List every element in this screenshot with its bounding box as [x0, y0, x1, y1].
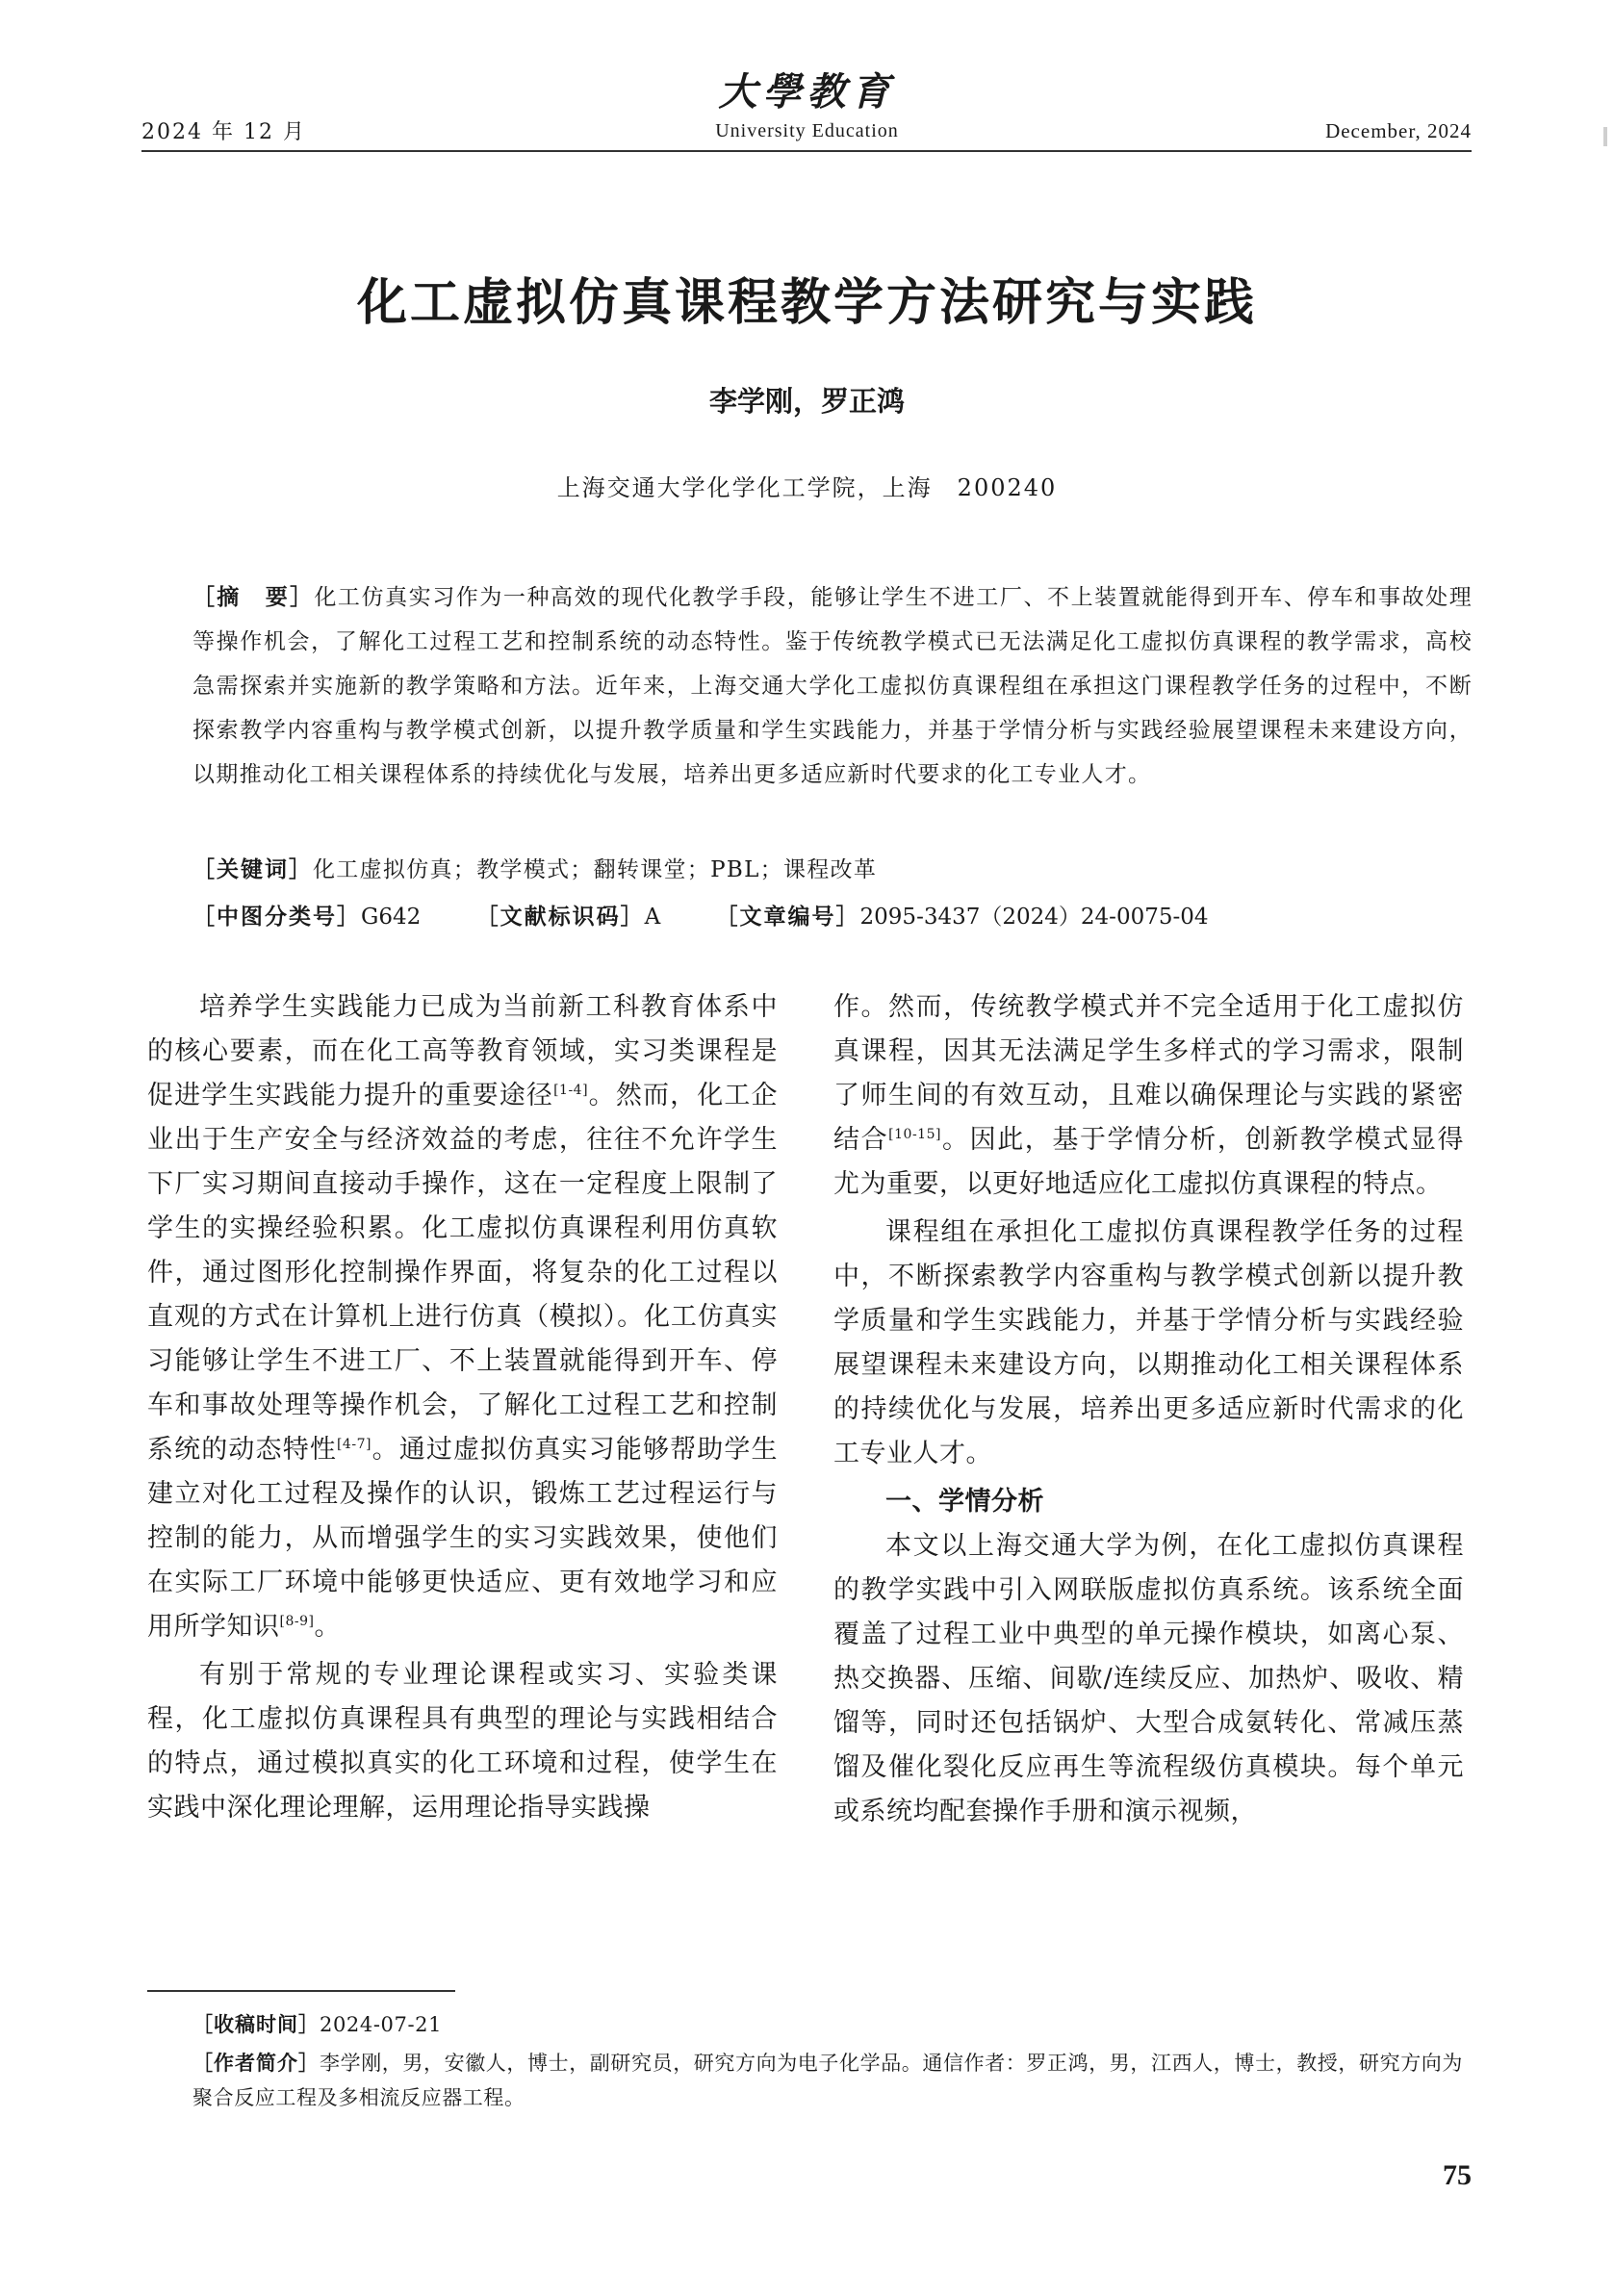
received-value: 2024-07-21: [320, 2013, 443, 2036]
keywords-label: ［关键词］: [192, 857, 313, 882]
body-paragraph: 本文以上海交通大学为例，在化工虚拟仿真课程的教学实践中引入网联版虚拟仿真系统。该系统全面覆盖了过程工业中典型的单元操作模块，如离心泵、热交换器、压缩、间歇/连续反应、加热炉、吸收、精馏等，同时还包括锅炉、大型合成氨转化、常减压蒸馏及催化裂化反应再生等流程级仿真模块。每个单元或系统均配套操作手册和演示视频，: [833, 1531, 1464, 1826]
citation: [10-15]: [888, 1127, 941, 1142]
scroll-mark: [1603, 127, 1607, 146]
art-label: ［文章编号］: [715, 905, 860, 930]
art-value: 2095-3437（2024）24-0075-04: [859, 905, 1209, 930]
doc-label: ［文献标识码］: [475, 905, 645, 930]
footnote-author: [192, 2046, 1473, 2115]
footnote-received: [192, 2007, 1473, 2042]
footnote-rule: [147, 1990, 455, 1992]
clc-label: ［中图分类号］: [192, 905, 361, 930]
abstract-text: 化工仿真实习作为一种高效的现代化教学手段，能够让学生不进工厂、不上装置就能得到开车、停车和事故处理等操作机会，了解化工过程工艺和控制系统的动态特性。鉴于传统教学模式已无法满足化工虚拟仿真课程的教学需求，高校急需探索并实施新的教学策略和方法。近年来，上海交通大学化工虚拟仿真课程组在承担这门课程教学任务的过程中，不断探索教学内容重构与教学模式创新，以提升教学质量和学生实践能力，并基于学情分析与实践经验展望课程未来建设方向，以期推动化工相关课程体系的持续优化与发展，培养出更多适应新时代要求的化工专业人才。: [192, 585, 1473, 787]
body-column-left: [147, 985, 778, 1834]
doc-code: [476, 905, 661, 930]
article-number: [716, 905, 1209, 930]
article-authors: 李学刚，罗正鸿: [708, 385, 905, 418]
article-affiliation: 上海交通大学化学化工学院，上海 200240: [556, 474, 1058, 501]
article-title: 化工虚拟仿真课程教学方法研究与实践: [356, 274, 1257, 332]
abstract: [192, 575, 1473, 797]
clc-value: G642: [361, 905, 422, 930]
header-date-en: December, 2024: [1325, 119, 1472, 142]
citation: [8-9]: [279, 1614, 315, 1629]
received-label: ［收稿时间］: [192, 2013, 320, 2036]
abstract-label: ［摘 要］: [192, 585, 315, 610]
author-info-label: ［作者简介］: [192, 2052, 320, 2075]
citation: [1-4]: [553, 1083, 589, 1098]
keywords: [192, 851, 1473, 889]
header-rule: [141, 150, 1472, 152]
classification-line: [192, 898, 1473, 936]
body-paragraph: 作。然而，传统教学模式并不完全适用于化工虚拟仿真课程，因其无法满足学生多样式的学习需求，限制了师生间的有效互动，且难以确保理论与实践的紧密结合[10-15]。因此，基于学情分析，创新教学模式显得尤为重要，以更好地适应化工虚拟仿真课程的特点。: [833, 992, 1465, 1199]
body-column-right: [833, 985, 1464, 1838]
body-paragraph: 培养学生实践能力已成为当前新工科教育体系中的核心要素，而在化工高等教育领域，实习类课程是促进学生实践能力提升的重要途径[1-4]。然而，化工企业出于生产安全与经济效益的考虑，往往不允许学生下厂实习期间直接动手操作，这在一定程度上限制了学生的实操经验积累。化工虚拟仿真课程利用仿真软件，通过图形化控制操作界面，将复杂的化工过程以直观的方式在计算机上进行仿真（模拟）。化工仿真实习能够让学生不进工厂、不上装置就能得到开车、停车和事故处理等操作机会，了解化工过程工艺和控制系统的动态特性[4-7]。通过虚拟仿真实习能够帮助学生建立对化工过程及操作的认识，锻炼工艺过程运行与控制的能力，从而增强学生的实习实践效果，使他们在实际工厂环境中能够更快适应、更有效地学习和应用所学知识[8-9]。: [147, 992, 779, 1642]
section-heading: 一、学情分析: [885, 1487, 1044, 1517]
keywords-text: 化工虚拟仿真；教学模式；翻转课堂；PBL；课程改革: [313, 857, 878, 882]
header-date-cn: 2024 年 12 月: [141, 120, 306, 144]
clc-number: [192, 905, 421, 930]
journal-name-en: University Education: [715, 120, 899, 141]
page-number: 75: [1443, 2159, 1472, 2191]
citation: [4-7]: [336, 1437, 371, 1452]
author-info-value: 李学刚，男，安徽人，博士，副研究员，研究方向为电子化学品。通信作者：罗正鸿，男，江西人，博士，教授，研究方向为聚合反应工程及多相流反应器工程。: [192, 2052, 1463, 2109]
body-paragraph: 课程组在承担化工虚拟仿真课程教学任务的过程中，不断探索教学内容重构与教学模式创新以提升教学质量和学生实践能力，并基于学情分析与实践经验展望课程未来建设方向，以期推动化工相关课程体系的持续优化与发展，培养出更多适应新时代需求的化工专业人才。: [833, 1217, 1464, 1468]
doc-value: A: [644, 905, 661, 930]
journal-logo: 大學教育: [718, 69, 896, 115]
body-paragraph: 有别于常规的专业理论课程或实习、实验类课程，化工虚拟仿真课程具有典型的理论与实践相结合的特点，通过模拟真实的化工环境和过程，使学生在实践中深化理论理解，运用理论指导实践操: [147, 1660, 778, 1823]
